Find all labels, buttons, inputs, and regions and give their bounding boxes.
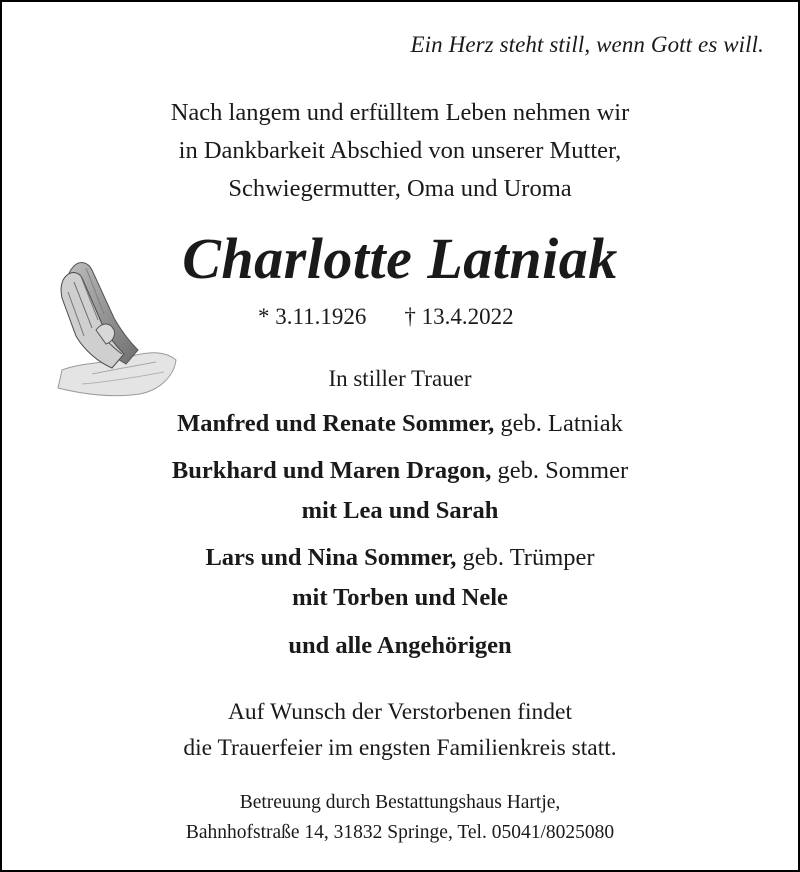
life-dates [258, 304, 514, 330]
mourner-children: mit Lea und Sarah [301, 497, 499, 524]
deceased-name: Charlotte Latniak [182, 226, 618, 291]
mourner-line [2, 410, 798, 438]
mourner-line [2, 544, 798, 572]
mourner-names: Lars und Nina Sommer, [205, 544, 457, 571]
wish-line: die Trauerfeier im engsten Familienkreis statt. [183, 735, 617, 761]
mourner-names: Burkhard und Maren Dragon, [171, 457, 492, 484]
death-date: † 13.4.2022 [404, 304, 514, 329]
mourning-label: In stiller Trauer [328, 366, 472, 391]
funeral-home-info [2, 788, 798, 848]
funeral-home-address: Bahnhofstraße 14, 31832 Springe, Tel. 05041/8025080 [185, 822, 615, 843]
mourner-children: mit Torben und Nele [292, 584, 508, 611]
intro-line: Nach langem und erfülltem Leben nehmen wir [170, 99, 630, 126]
mourner-maiden-name: geb. Sommer [497, 457, 629, 484]
relatives-line: und alle Angehörigen [288, 632, 512, 659]
mourner-names: Manfred und Renate Sommer, [177, 410, 495, 437]
mourner-maiden-name: geb. Latniak [500, 410, 623, 437]
birth-date: * 3.11.1926 [258, 304, 367, 329]
mourner-line [2, 457, 798, 485]
funeral-wish [2, 694, 798, 766]
funeral-home-line: Betreuung durch Bestattungshaus Hartje, [239, 792, 561, 813]
intro-line: in Dankbarkeit Abschied von unserer Mutter, [178, 137, 622, 164]
mourner-maiden-name: geb. Trümper [462, 544, 595, 571]
intro-text [2, 94, 798, 208]
motto: Ein Herz steht still, wenn Gott es will. [410, 32, 764, 57]
wish-line: Auf Wunsch der Verstorbenen findet [227, 699, 573, 725]
intro-line: Schwiegermutter, Oma und Uroma [228, 175, 572, 202]
